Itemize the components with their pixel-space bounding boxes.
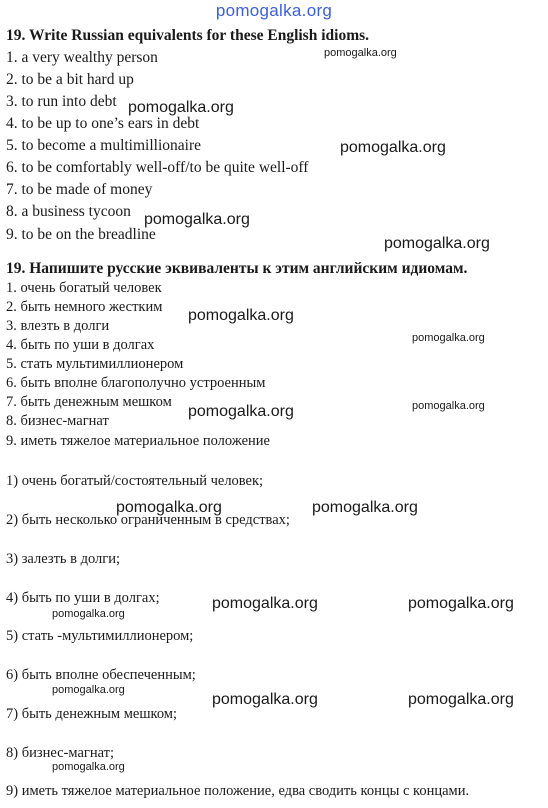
watermark: pomogalka.org — [384, 235, 490, 252]
watermark: pomogalka.org — [340, 139, 446, 156]
english-item: 9. to be on the breadline — [6, 226, 156, 243]
answer-item: 8) бизнес-магнат; — [6, 745, 115, 761]
english-item: 4. to be up to one’s ears in debt — [6, 115, 200, 132]
english-item: 5. to become a multimillionaire — [6, 137, 201, 154]
english-item: 3. to run into debt — [6, 93, 117, 110]
russian-item: 1. очень богатый человек — [6, 280, 162, 296]
russian-item: 7. быть денежным мешком — [6, 394, 172, 410]
watermark: pomogalka.org — [144, 211, 250, 228]
answer-item: 5) стать -мультимиллионером; — [6, 628, 194, 644]
english-item: 2. to be a bit hard up — [6, 71, 134, 88]
russian-item: 9. иметь тяжелое материальное положение — [6, 433, 270, 449]
english-item: 6. to be comfortably well-off/to be quite well-off — [6, 159, 309, 176]
watermark: pomogalka.org — [412, 332, 485, 344]
answer-item: 4) быть по уши в долгах; — [6, 590, 160, 606]
russian-item: 3. влезть в долги — [6, 318, 110, 334]
russian-item: 8. бизнес-магнат — [6, 413, 109, 429]
watermark: pomogalka.org — [412, 400, 485, 412]
watermark: pomogalka.org — [188, 403, 294, 420]
answer-item: 3) залезть в долги; — [6, 551, 121, 567]
english-heading: 19. Write Russian equivalents for these English idioms. — [6, 27, 370, 44]
watermark: pomogalka.org — [312, 499, 418, 516]
watermark: pomogalka.org — [212, 595, 318, 612]
watermark: pomogalka.org — [52, 761, 125, 773]
watermark: pomogalka.org — [128, 99, 234, 116]
answer-item: 9) иметь тяжелое материальное положение, едва сводить концы с концами. — [6, 783, 470, 799]
answer-item: 1) очень богатый/состоятельный человек; — [6, 473, 264, 489]
answer-item: 7) быть денежным мешком; — [6, 706, 177, 722]
watermark: pomogalka.org — [116, 499, 222, 516]
answer-item: 2) быть несколько ограниченным в средствах; — [6, 512, 290, 528]
watermark: pomogalka.org — [212, 691, 318, 708]
russian-heading: 19. Напишите русские эквиваленты к этим английским идиомам. — [6, 260, 468, 277]
russian-item: 4. быть по уши в долгах — [6, 337, 155, 353]
english-item: 1. a very wealthy person — [6, 49, 158, 66]
answer-item: 6) быть вполне обеспеченным; — [6, 667, 196, 683]
english-item: 8. a business tycoon — [6, 203, 131, 220]
russian-item: 2. быть немного жестким — [6, 299, 163, 315]
site-title: pomogalka.org — [215, 1, 333, 20]
english-item: 7. to be made of money — [6, 181, 153, 198]
russian-item: 5. стать мультимиллионером — [6, 356, 184, 372]
watermark: pomogalka.org — [52, 684, 125, 696]
watermark: pomogalka.org — [408, 691, 514, 708]
watermark: pomogalka.org — [52, 608, 125, 620]
watermark: pomogalka.org — [188, 307, 294, 324]
russian-item: 6. быть вполне благополучно устроенным — [6, 375, 266, 391]
watermark: pomogalka.org — [408, 595, 514, 612]
watermark: pomogalka.org — [324, 47, 397, 59]
